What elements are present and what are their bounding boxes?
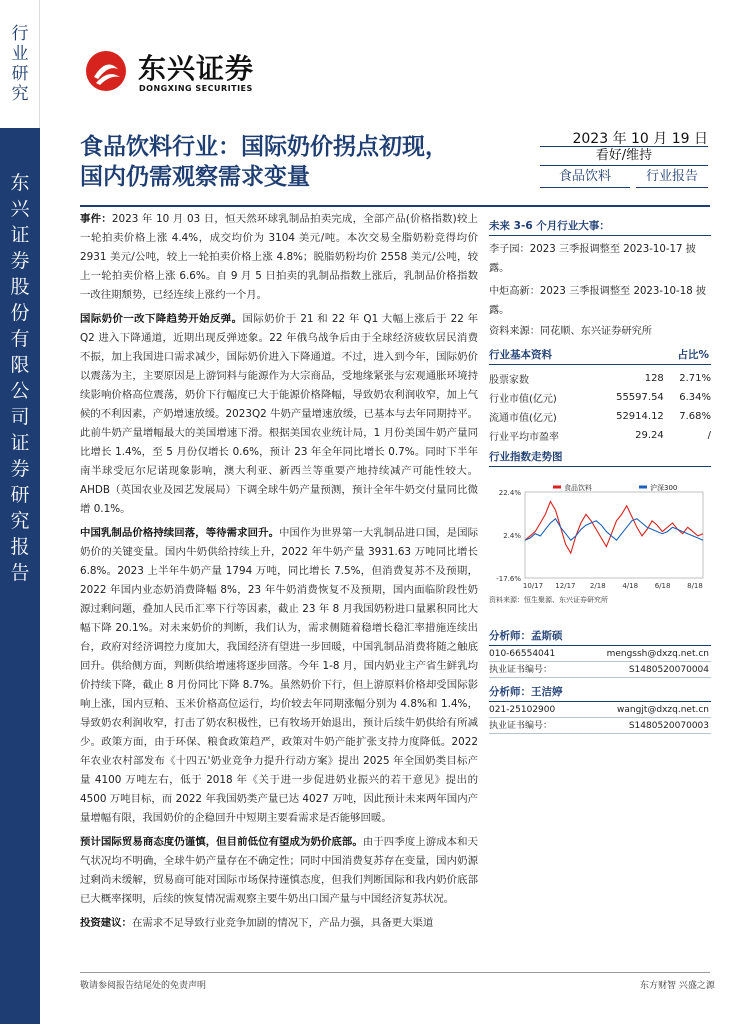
stat-share: 7.68% [679, 411, 711, 422]
table-row [489, 407, 711, 426]
footer-slogan: 东方财智 兴盛之源 [640, 981, 715, 991]
analyst-cert [489, 662, 711, 678]
stat-label: 行业平均市盈率 [489, 432, 559, 443]
paragraph-body: 2023 年 10 月 03 日，恒天然环球乳制品拍卖完成，全部产品(价格指数)较上一轮拍卖价格上涨 4.4%，成交均价为 3104 美元/吨。本次交易全脂奶粉竞得均价 2931 美元/公吨，较上一轮拍卖价格上涨 4.8%；脱脂奶粉均价 2558 美元/公吨，较上一轮拍卖价格上涨 6.6%。自 9 月 5 日拍卖的乳制品指数上涨后，乳制品价格指数一改往期颓势，已经连续上涨约一个月。 [80, 213, 478, 301]
basic-heading [489, 347, 711, 365]
paragraph-body: 在需求不足导致行业竞争加剧的情况下，产品力强，具备更大渠道 [131, 917, 434, 929]
analyst-contact [489, 702, 711, 718]
paragraph-lead: 投资建议： [80, 917, 132, 929]
trend-heading: 行业指数走势图 [489, 449, 711, 467]
analyst-email[interactable]: wangjt@dxzq.net.cn [617, 705, 709, 715]
index-trend-chart [489, 478, 711, 604]
basic-col-label: 占比% [677, 349, 709, 361]
paragraph-lead: 中国乳制品价格持续回落，等待需求回升。 [80, 527, 280, 539]
stat-value: 55597.54 [616, 392, 664, 403]
x-tick-label: 12/17 [555, 582, 576, 590]
table-row [489, 388, 711, 407]
paragraph-body: 由于四季度上游成本和天气状况均不明确，全球牛奶产量存在不确定性；同时中国消费复苏存在变量，国内奶源过剩尚未缓解，贸易商可能对国际市场保持谨慎态度，但我们判断国际和我内奶价底部已大概率探明，后续的恢复情况需观察主要牛奶出口国产量与中国经济复苏状况。 [80, 836, 479, 905]
analyst-phone: 010-66554041 [489, 649, 556, 659]
analyst-cert-label: 执业证书编号： [489, 721, 553, 731]
series-line-food-beverage [525, 502, 703, 554]
paragraph-lead: 国际奶价一改下降趋势开始反弹。 [80, 313, 243, 325]
logo-cn: 东兴证券 [138, 52, 255, 85]
x-tick-label: 10/17 [522, 582, 544, 590]
legend-label: 食品饮料 [564, 484, 592, 492]
y-tick-label: -17.6% [496, 575, 521, 583]
y-tick-label: 2.4% [503, 532, 521, 540]
tags [540, 168, 708, 188]
logo-en: DONGXING SECURITIES [139, 84, 253, 93]
paragraph [80, 210, 478, 305]
paragraph [80, 310, 478, 519]
analyst-cert-no: S1480520070004 [628, 665, 709, 675]
event-item: 中炬高新：2023 三季报调整至 2023-10-18 披露。 [489, 286, 707, 316]
analyst-contact [489, 646, 711, 662]
stat-label: 股票家数 [489, 375, 529, 386]
report-date: 2023 年 10 月 19 日 [572, 131, 708, 147]
x-tick-label: 2/18 [589, 582, 606, 590]
title-line-1: 食品饮料行业：国际奶价拐点初现， [80, 134, 448, 160]
chart-source: 资料来源：恒生聚源、东兴证券研究所 [489, 596, 608, 604]
events-source: 资料来源：同花顺、东兴证券研究所 [489, 326, 652, 337]
series-line-csi300 [525, 519, 703, 541]
x-tick-label: 4/18 [622, 582, 639, 590]
stat-value: 52914.12 [616, 411, 664, 422]
tag-type: 行业报告 [636, 168, 708, 188]
paragraph-body: 国际奶价于 21 和 22 年 Q1 大幅上涨后于 22 年 Q2 进入下降通道，近期出现反弹迹象。22 年俄乌战争后由于全球经济疲软居民消费不振，加上我国进口需求减少，国际奶价进入下降通道。不过，进入到今年，国际奶价以震荡为主，主要原因是上游饲料与能源作为大宗商品，受地缘紧张与宏观通胀环境持续影响价格高位震荡，奶价下行幅度已大于能源价格降幅，导致奶农利润收窄，加上气候的不利因素，产奶增速放缓。2023Q2 牛奶产量增速放缓，已基本与去年同期持平。此前牛奶产量增幅最大的美国增速下滑。根据美国农业统计局，1 月份美国牛奶产量同比增长 1.4%，至 5 月份仅增长 0.6%，预计 23 年全年同比增长 0.7%。同时下半年南半球受厄尔尼诺现象影响，澳大利亚、新西兰等重要产地持续减产可能性较大。AHDB（英国农业及园艺发展局）下调全球牛奶产量预测，预计全年牛奶交付量同比微增 0.1%。 [80, 313, 478, 515]
chart-frame [525, 492, 703, 578]
paragraph-body: 中国作为世界第一大乳制品进口国，是国际奶价的关键变量。国内牛奶供给持续上升，2022 年牛奶产量 3931.63 万吨同比增长 6.8%。2023 上半年牛奶产量 1794 万吨，同比增长 7.5%，但消费复苏不及预期，2022 年国内业态奶消费降幅 8%，23 年牛奶消费恢复不及预期，国内面临阶段性奶源过剩问题，叠加人民币汇率下行等因素，截止 23 年 8 月我国奶粉进口量累积同比大幅下降 20.1%。对未来奶价的判断，我们认为，需求侧随着稳增长稳汇率措施连续出台，政府对经济调控力度加大，我国经济有望进一步回暖，中国乳制品消费将随之触底回升。供给侧方面，判断供给增速将逐步回落。今年 1-8 月，国内奶业主产省生鲜乳均价持续下降，截止 8 月份同比下降 8.7%。虽然奶价下行，但上游原料价格却受国际影响上涨，国内豆粕、玉米价格高位运行，均价较去年同期涨幅分别为 4.8%和 1.4%，导致奶农利润收窄，打击了奶农积极性，已有牧场开始退出，预计后续牛奶供给有所减少。政策方面，由于环保、粮食政策趋严，政策对牛奶产能扩张支持力度降低。2022 年农业农村部发布《十四五'奶业竞争力提升行动方案》提出 2025 年全国奶类目标产量 4100 万吨左右，低于 2018 年《关于进一步促进奶业振兴的若干意见》提出的 4500 万吨目标，而 2022 年我国奶类产量已达 4027 万吨，因此预计未来两年国内产量增幅有限，我国奶价的企稳回升中短期主要看需求是否能够回暖。 [80, 527, 479, 824]
table-row [489, 426, 711, 445]
legend-label: 沪深300 [650, 484, 678, 492]
title-line-2: 国内仍需观察需求变量 [80, 164, 310, 190]
stat-label: 流通市值(亿元) [489, 413, 557, 424]
paragraph [80, 914, 478, 933]
main-text [80, 210, 478, 938]
sidebar-company: 东兴证券股份有限公司证券研究报告 [10, 172, 30, 584]
analyst-email[interactable]: mengssh@dxzq.net.cn [606, 649, 709, 659]
paragraph-lead: 预计国际贸易商态度仍谨慎，但目前低位有望成为奶价底部。 [80, 836, 363, 848]
tag-sector: 食品饮料 [540, 168, 630, 188]
stat-value: 128 [644, 373, 664, 384]
paragraph-lead: 事件： [80, 213, 112, 225]
paragraph [80, 833, 478, 909]
header-divider [80, 205, 710, 207]
x-tick-label: 8/18 [687, 582, 703, 590]
basic-table [489, 369, 711, 445]
sidebar [0, 128, 40, 1024]
stat-value: 29.24 [635, 430, 664, 441]
stat-share: / [707, 430, 711, 441]
analyst-phone: 021-25102900 [489, 705, 556, 715]
footer-disclaimer: 敬请参阅报告结尾处的免责声明 [80, 981, 207, 991]
right-column [489, 218, 711, 467]
logo-mark-icon [82, 47, 130, 95]
sidebar-top [0, 0, 40, 128]
analyst-name: 分析师：孟斯硕 [489, 628, 711, 646]
x-tick-label: 6/18 [654, 582, 671, 590]
stat-share: 2.71% [679, 373, 711, 384]
footer-divider [80, 972, 710, 973]
analyst-cert [489, 718, 711, 734]
date-box [540, 126, 710, 190]
table-row [489, 369, 711, 388]
analyst-cert-label: 执业证书编号： [489, 665, 553, 675]
paragraph [80, 524, 478, 828]
report-title [80, 132, 520, 192]
analyst-name: 分析师：王洁婷 [489, 684, 711, 702]
basic-heading-label: 行业基本资料 [489, 349, 552, 361]
rating: 看好/维持 [540, 146, 708, 166]
event-item: 李子园：2023 三季报调整至 2023-10-17 披露。 [489, 244, 696, 274]
events-heading: 未来 3-6 个月行业大事： [489, 218, 711, 236]
analyst-block [489, 628, 711, 734]
sidebar-top-label: 行业研究 [11, 24, 29, 104]
stat-label: 行业市值(亿元) [489, 394, 557, 405]
logo [82, 47, 282, 97]
stat-share: 6.34% [679, 392, 711, 403]
y-tick-label: 22.4% [498, 489, 521, 497]
analyst-cert-no: S1480520070003 [628, 721, 709, 731]
